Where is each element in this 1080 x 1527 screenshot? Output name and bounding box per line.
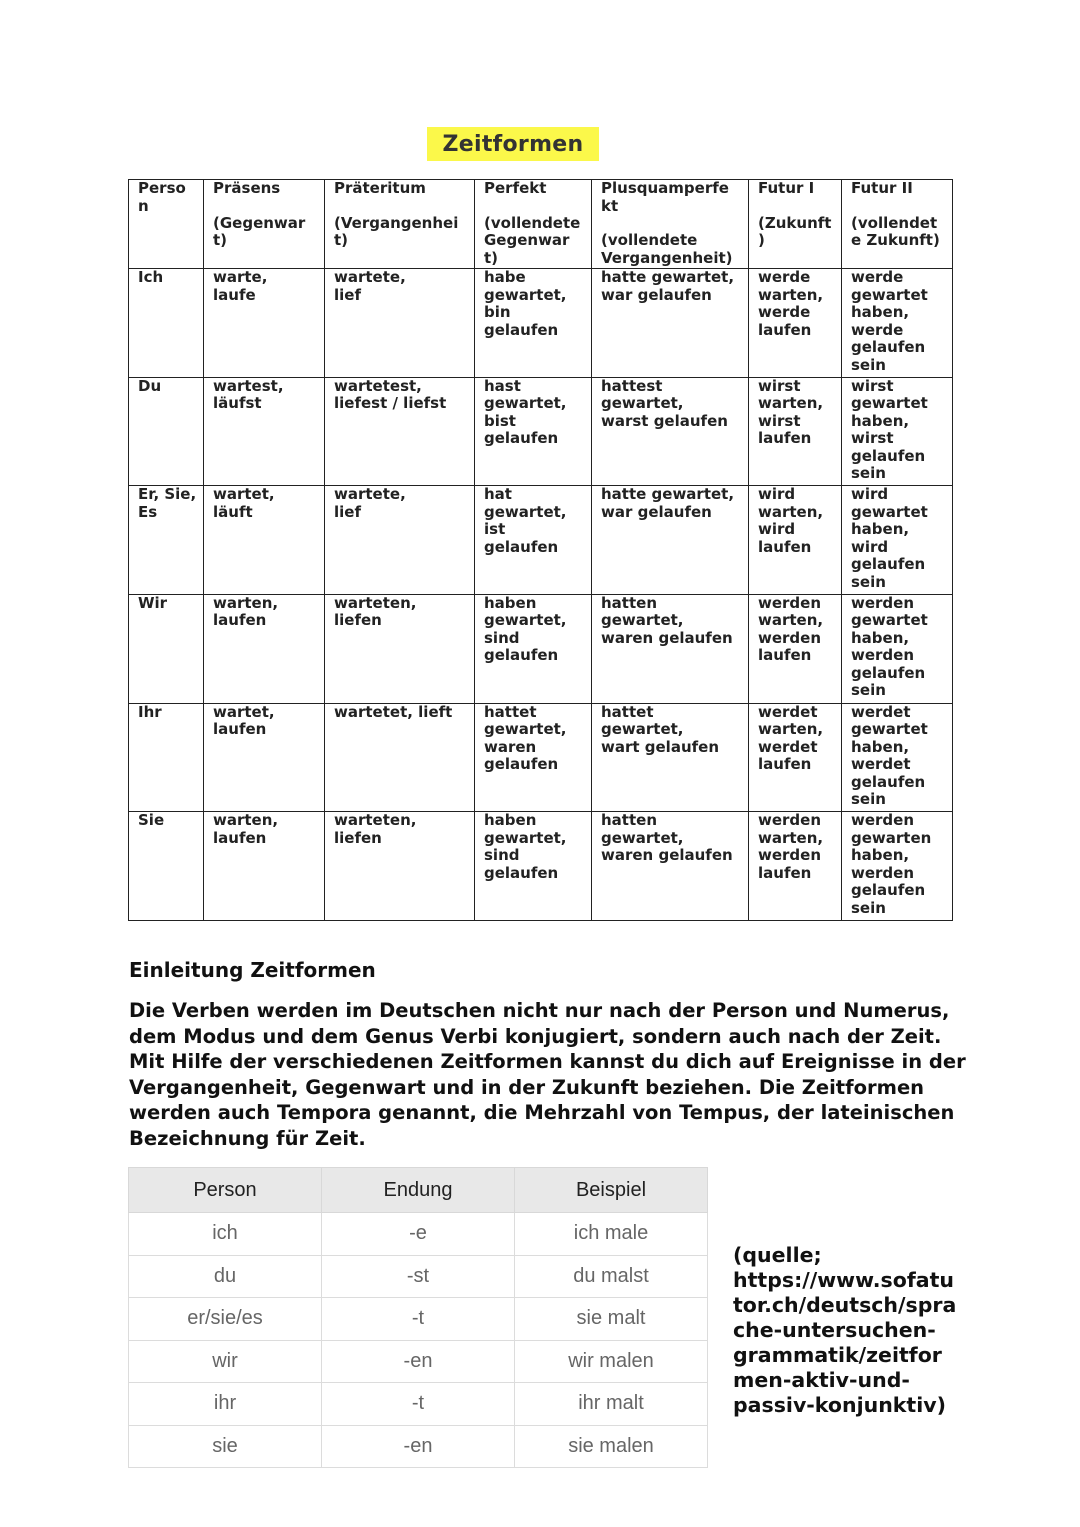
cell-futur-1 bbox=[749, 486, 842, 595]
endings-cell-person: ich bbox=[129, 1213, 322, 1256]
cell-person bbox=[129, 377, 204, 486]
table-row bbox=[129, 1340, 708, 1383]
cell-text: habe gewartet, bin gelaufen bbox=[484, 268, 567, 339]
cell-praesens bbox=[204, 812, 325, 921]
table-row bbox=[129, 1425, 708, 1468]
cell-text: warte, laufe bbox=[213, 268, 268, 304]
conjugation-header-row bbox=[129, 180, 953, 269]
cell-futur-1 bbox=[749, 812, 842, 921]
cell-futur-1 bbox=[749, 377, 842, 486]
endings-cell-endung: -st bbox=[322, 1255, 515, 1298]
intro-text: Die Verben werden im Deutschen nicht nur nach der Person und Numerus, dem Modus und dem Genus Verbi konjugiert, sondern auch nach der Zeit. Mit Hilfe der verschiedenen Zeitformen kannst du dich auf Ereignisse in der Vergangenheit, Gegenwart und in der Zukunft beziehen. Die Zeitformen werden auch Tempora genannt, die Mehrzahl von Tempus, der lateinischen Bezeichnung für Zeit. bbox=[129, 999, 966, 1150]
endings-cell-beispiel: du malst bbox=[515, 1255, 708, 1298]
cell-text: werden gewarten haben, werden gelaufen sein bbox=[851, 811, 932, 917]
cell-text: wartete, lief bbox=[334, 485, 406, 521]
cell-text: warten, laufen bbox=[213, 594, 279, 630]
endings-cell-endung: -t bbox=[322, 1298, 515, 1341]
cell-text: wartest, läufst bbox=[213, 377, 284, 413]
endings-cell-person: wir bbox=[129, 1340, 322, 1383]
cell-futur-1 bbox=[749, 269, 842, 378]
cell-praeteritum bbox=[325, 486, 475, 595]
cell-text: werdet gewartet haben, werdet gelaufen sein bbox=[851, 703, 928, 809]
header-praesens: Präsens (Gegenwar t) bbox=[204, 180, 325, 269]
endings-header-row bbox=[129, 1168, 708, 1213]
cell-text: wirst gewartet haben, wirst gelaufen sein bbox=[851, 377, 928, 483]
cell-praesens bbox=[204, 269, 325, 378]
cell-praeteritum bbox=[325, 377, 475, 486]
cell-person bbox=[129, 594, 204, 703]
cell-perfekt bbox=[475, 594, 592, 703]
cell-person bbox=[129, 269, 204, 378]
cell-futur-2 bbox=[842, 377, 953, 486]
cell-text: wird gewartet haben, wird gelaufen sein bbox=[851, 485, 928, 591]
header-praeteritum: Präteritum (Vergangenhei t) bbox=[325, 180, 475, 269]
table-row bbox=[129, 703, 953, 812]
cell-text: hatte gewartet, war gelaufen bbox=[601, 268, 735, 304]
cell-text: hatten gewartet, waren gelaufen bbox=[601, 594, 733, 647]
cell-futur-2 bbox=[842, 812, 953, 921]
table-row bbox=[129, 594, 953, 703]
cell-text: haben gewartet, sind gelaufen bbox=[484, 811, 567, 882]
cell-text: Sie bbox=[138, 811, 165, 830]
cell-futur-2 bbox=[842, 269, 953, 378]
endings-cell-endung: -e bbox=[322, 1213, 515, 1256]
cell-text: hattet gewartet, waren gelaufen bbox=[484, 703, 567, 774]
cell-futur-1 bbox=[749, 703, 842, 812]
table-row bbox=[129, 486, 953, 595]
endings-table bbox=[128, 1167, 708, 1468]
endings-cell-person: du bbox=[129, 1255, 322, 1298]
cell-text: werden warten, werden laufen bbox=[758, 594, 824, 665]
table-row bbox=[129, 377, 953, 486]
cell-futur-2 bbox=[842, 486, 953, 595]
intro-heading: Einleitung Zeitformen bbox=[129, 958, 376, 982]
conjugation-table bbox=[128, 179, 953, 921]
cell-text: wartetet, lieft bbox=[334, 703, 453, 721]
cell-plusquamperfekt bbox=[592, 486, 749, 595]
cell-text: werdet warten, werdet laufen bbox=[758, 703, 824, 774]
cell-praeteritum bbox=[325, 703, 475, 812]
source-citation: (quelle; https://www.sofatutor.ch/deutsch/sprache-untersuchen-grammatik/zeitformen-aktiv-und-passiv-konjunktiv) bbox=[733, 1243, 957, 1417]
cell-text: werde gewartet haben, werde gelaufen sein bbox=[851, 268, 928, 374]
cell-text: Ich bbox=[138, 268, 164, 286]
cell-text: Er, Sie, Es bbox=[138, 485, 197, 521]
table-row bbox=[129, 1298, 708, 1341]
cell-text: wartetest, liefest / liefst bbox=[334, 377, 447, 413]
cell-praeteritum bbox=[325, 812, 475, 921]
cell-plusquamperfekt bbox=[592, 812, 749, 921]
cell-perfekt bbox=[475, 812, 592, 921]
table-row bbox=[129, 1213, 708, 1256]
cell-text: hat gewartet, ist gelaufen bbox=[484, 485, 567, 556]
cell-text: warteten, liefen bbox=[334, 811, 417, 847]
table-row bbox=[129, 269, 953, 378]
cell-text: haben gewartet, sind gelaufen bbox=[484, 594, 567, 665]
cell-text: Du bbox=[138, 377, 162, 395]
header-futur-2: Futur II (vollendet e Zukunft) bbox=[842, 180, 953, 269]
cell-perfekt bbox=[475, 486, 592, 595]
endings-cell-beispiel: wir malen bbox=[515, 1340, 708, 1383]
cell-plusquamperfekt bbox=[592, 594, 749, 703]
table-row bbox=[129, 1255, 708, 1298]
endings-cell-beispiel: ihr malt bbox=[515, 1383, 708, 1426]
cell-text: hatten gewartet, waren gelaufen bbox=[601, 811, 733, 865]
cell-text: hatte gewartet, war gelaufen bbox=[601, 485, 735, 521]
cell-futur-2 bbox=[842, 594, 953, 703]
cell-praesens bbox=[204, 703, 325, 812]
cell-person bbox=[129, 486, 204, 595]
table-row bbox=[129, 1383, 708, 1426]
header-person: Perso n bbox=[129, 180, 204, 269]
cell-futur-1 bbox=[749, 594, 842, 703]
endings-cell-beispiel: sie malen bbox=[515, 1425, 708, 1468]
cell-text: wartete, lief bbox=[334, 268, 406, 304]
cell-praesens bbox=[204, 377, 325, 486]
header-plusquamperfekt: Plusquamperfe kt (vollendete Vergangenheit) bbox=[592, 180, 749, 269]
cell-praesens bbox=[204, 594, 325, 703]
cell-text: Wir bbox=[138, 594, 168, 612]
endings-header-endung: Endung bbox=[322, 1168, 515, 1213]
endings-cell-endung: -en bbox=[322, 1340, 515, 1383]
cell-text: wartet, läuft bbox=[213, 485, 275, 521]
cell-plusquamperfekt bbox=[592, 269, 749, 378]
cell-text: hattet gewartet, wart gelaufen bbox=[601, 703, 720, 756]
endings-cell-beispiel: sie malt bbox=[515, 1298, 708, 1341]
cell-perfekt bbox=[475, 703, 592, 812]
cell-text: wird warten, wird laufen bbox=[758, 485, 824, 556]
endings-header-beispiel: Beispiel bbox=[515, 1168, 708, 1213]
page-title: Zeitformen bbox=[427, 127, 599, 161]
cell-person bbox=[129, 703, 204, 812]
cell-text: wirst warten, wirst laufen bbox=[758, 377, 824, 448]
cell-text: hattest gewartet, warst gelaufen bbox=[601, 377, 728, 430]
cell-text: Ihr bbox=[138, 703, 162, 721]
cell-praeteritum bbox=[325, 594, 475, 703]
header-perfekt: Perfekt (vollendete Gegenwar t) bbox=[475, 180, 592, 269]
endings-cell-person: er/sie/es bbox=[129, 1298, 322, 1341]
endings-cell-person: sie bbox=[129, 1425, 322, 1468]
cell-text: werden warten, werden laufen bbox=[758, 811, 824, 882]
cell-text: werden gewartet haben, werden gelaufen sein bbox=[851, 594, 928, 700]
cell-text: wartet, laufen bbox=[213, 703, 275, 739]
cell-plusquamperfekt bbox=[592, 377, 749, 486]
cell-text: warteten, liefen bbox=[334, 594, 417, 630]
cell-person bbox=[129, 812, 204, 921]
header-futur-1: Futur I (Zukunft ) bbox=[749, 180, 842, 269]
endings-cell-endung: -t bbox=[322, 1383, 515, 1426]
cell-plusquamperfekt bbox=[592, 703, 749, 812]
endings-cell-person: ihr bbox=[129, 1383, 322, 1426]
cell-text: hast gewartet, bist gelaufen bbox=[484, 377, 567, 448]
endings-cell-endung: -en bbox=[322, 1425, 515, 1468]
endings-header-person: Person bbox=[129, 1168, 322, 1213]
cell-praesens bbox=[204, 486, 325, 595]
cell-text: warten, laufen bbox=[213, 811, 279, 847]
cell-futur-2 bbox=[842, 703, 953, 812]
cell-text: werde warten, werde laufen bbox=[758, 268, 824, 339]
cell-perfekt bbox=[475, 269, 592, 378]
cell-perfekt bbox=[475, 377, 592, 486]
endings-cell-beispiel: ich male bbox=[515, 1213, 708, 1256]
cell-praeteritum bbox=[325, 269, 475, 378]
table-row bbox=[129, 812, 953, 921]
